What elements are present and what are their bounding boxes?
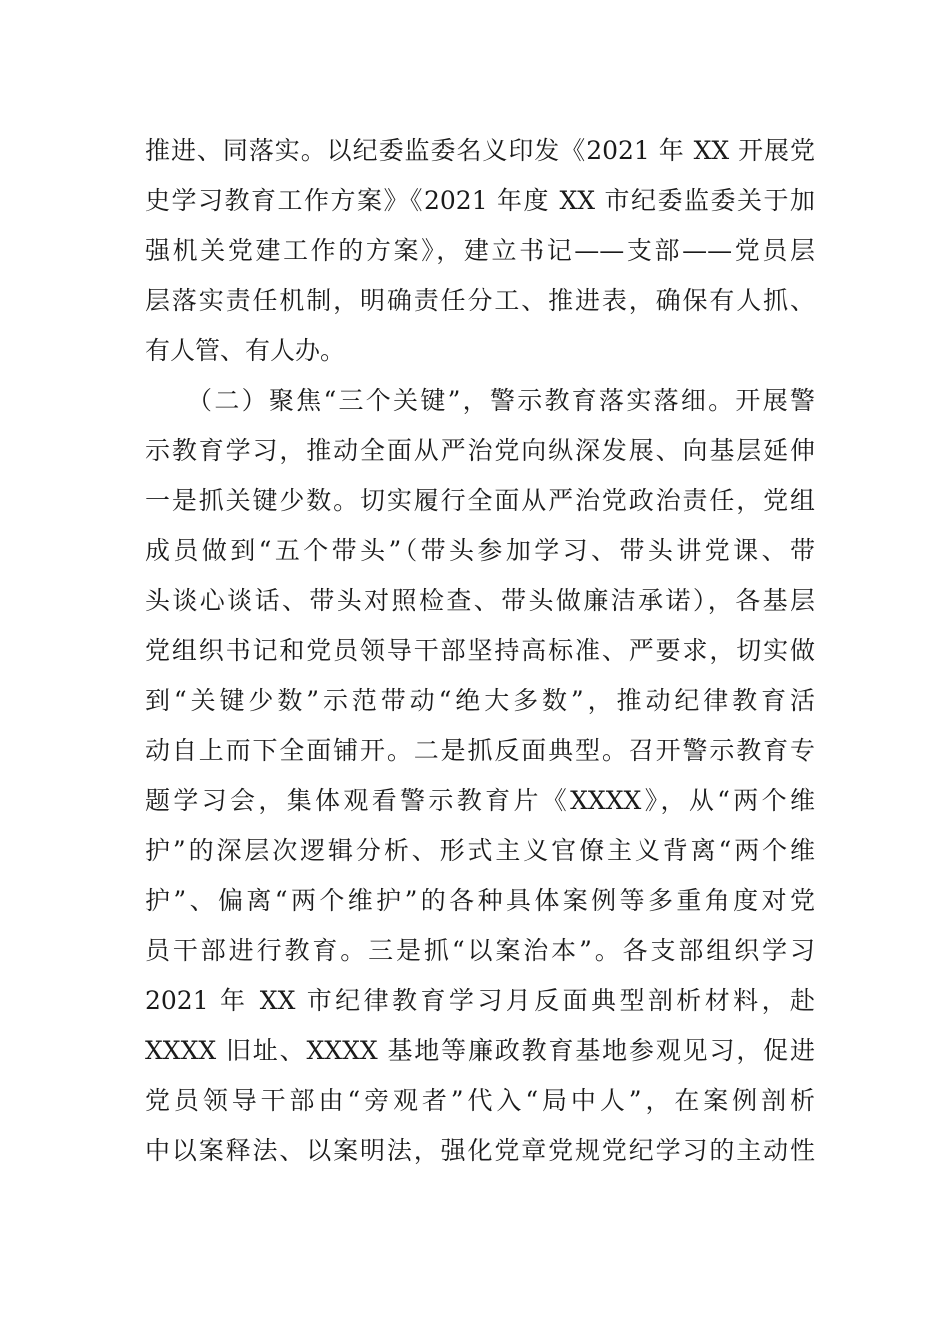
text-line: 员干部进行教育。三是抓“以案治本”。各支部组织学习 — [145, 936, 815, 965]
text-line: 党组织书记和党员领导干部坚持高标准、严要求，切实做 — [145, 636, 815, 665]
text-line: 有人管、有人办。 — [145, 336, 346, 365]
text-line: XXXX 旧址、XXXX 基地等廉政教育基地参观见习，促进 — [145, 1036, 815, 1065]
text-line: 2021 年 XX 市纪律教育学习月反面典型剖析材料，赴 — [145, 986, 815, 1015]
text-line: 史学习教育工作方案》《2021 年度 XX 市纪委监委关于加 — [145, 186, 815, 215]
text-line: 成员做到“五个带头”（带头参加学习、带头讲党课、带 — [145, 536, 815, 565]
text-line: 党员领导干部由“旁观者”代入“局中人”，在案例剖析 — [145, 1086, 815, 1115]
text-line: 到“关键少数”示范带动“绝大多数”，推动纪律教育活 — [145, 686, 815, 715]
text-line: 护”的深层次逻辑分析、形式主义官僚主义背离“两个维 — [145, 836, 815, 865]
text-line: 推进、同落实。以纪委监委名义印发《2021 年 XX 开展党 — [145, 136, 815, 165]
text-line: 中以案释法、以案明法，强化党章党规党纪学习的主动性 — [145, 1136, 815, 1165]
text-line: 强机关党建工作的方案》，建立书记——支部——党员层 — [145, 236, 815, 265]
text-line: 题学习会，集体观看警示教育片《XXXX》，从“两个维 — [145, 786, 815, 815]
text-line: （二）聚焦“三个关键”，警示教育落实落细。开展警 — [145, 386, 815, 415]
text-line: 层落实责任机制，明确责任分工、推进表，确保有人抓、 — [145, 286, 815, 315]
text-line: 动自上而下全面铺开。二是抓反面典型。召开警示教育专 — [145, 736, 815, 765]
text-line: 护”、偏离“两个维护”的各种具体案例等多重角度对党 — [145, 886, 815, 915]
text-line: 头谈心谈话、带头对照检查、带头做廉洁承诺），各基层 — [145, 586, 815, 615]
text-line: 一是抓关键少数。切实履行全面从严治党政治责任，党组 — [145, 486, 815, 515]
text-line: 示教育学习，推动全面从严治党向纵深发展、向基层延伸 — [145, 436, 815, 465]
